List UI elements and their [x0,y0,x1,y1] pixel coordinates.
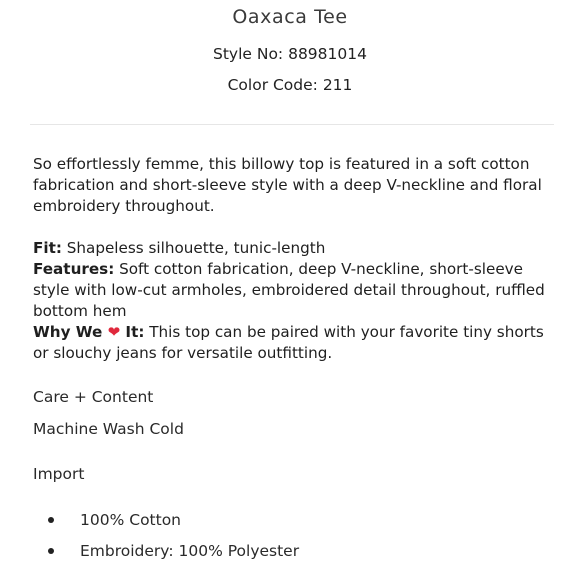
fit-label: Fit: [33,239,62,257]
heart-icon: ❤ [107,323,121,341]
origin-text: Import [33,465,85,483]
product-description: So effortlessly femme, this billowy top is featured in a soft cotton fabrication and short-sleeve style with a deep V-neckline and floral embroidery throughout. [33,155,542,215]
product-title: Oaxaca Tee [232,6,348,28]
features-text: Soft cotton fabrication, deep V-neckline, short-sleeve style with low-cut armholes, embroidered detail throughout, ruffled bottom hem [33,260,545,320]
why-text: This top can be paired with your favorite tiny shorts or slouchy jeans for versatile outfitting. [33,323,544,362]
list-item [33,539,299,570]
care-content-heading: Care + Content [33,388,154,406]
list-item [33,508,299,539]
features-label: Features: [33,260,115,278]
why-label-end: It: [120,323,145,341]
care-instructions: Machine Wash Cold [33,420,184,438]
why-we-love-line [33,322,556,364]
style-number: Style No: 88981014 [213,45,367,63]
color-code: Color Code: 211 [227,76,353,94]
bullet-icon [48,517,54,523]
why-label-start: Why We [33,323,108,341]
material-text: 100% Cotton [80,511,182,529]
fit-line [33,238,556,259]
fit-text: Shapeless silhouette, tunic-length [61,239,326,257]
material-text: Embroidery: 100% Polyester [80,542,300,560]
divider [30,124,554,125]
features-line [33,259,556,322]
bullet-icon [48,548,54,554]
product-description-block [33,154,556,364]
materials-list [33,508,299,570]
